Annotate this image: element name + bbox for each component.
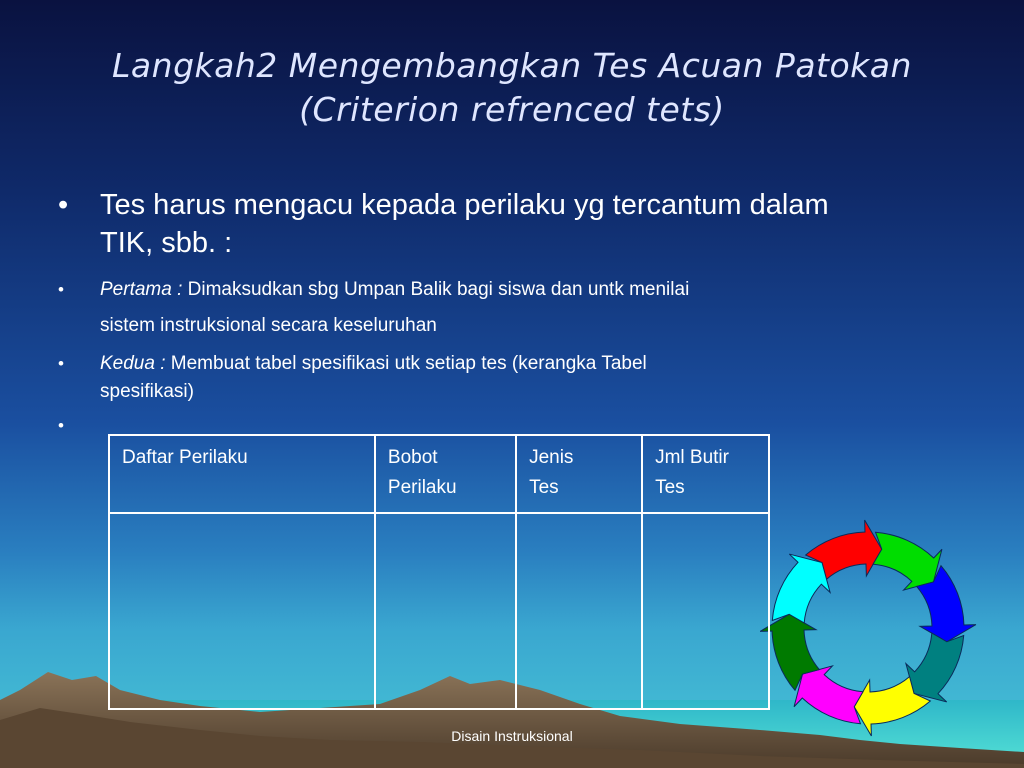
bullet-marker: • bbox=[58, 280, 64, 299]
table-cell bbox=[109, 513, 375, 709]
header-text: Perilaku bbox=[387, 477, 457, 498]
bullet-item-pertama bbox=[58, 272, 978, 344]
header-text: Bobot bbox=[387, 447, 438, 468]
specification-table bbox=[108, 434, 770, 710]
title-line-1: Langkah2 Mengembangkan Tes Acuan Patokan bbox=[112, 46, 912, 85]
bullet-text-line-2: TIK, sbb. : bbox=[100, 227, 233, 259]
header-text: Tes bbox=[529, 477, 559, 498]
header-text: Jenis bbox=[529, 447, 574, 468]
bullet-marker: • bbox=[58, 416, 64, 435]
cycle-arrow-segment bbox=[794, 666, 863, 724]
bullet-item-criterion bbox=[58, 186, 978, 262]
bullet-text-kedua: Membuat tabel spesifikasi utk setiap tes (kerangka Tabel bbox=[165, 353, 647, 374]
header-text: Tes bbox=[655, 477, 685, 498]
cycle-arrow-segment bbox=[906, 633, 964, 702]
bullet-lead-kedua: Kedua : bbox=[100, 353, 166, 374]
table-cell bbox=[642, 513, 769, 709]
bullet-text-line-1: Tes harus mengacu kepada perilaku yg tercantum dalam bbox=[100, 189, 829, 221]
header-bobot-perilaku bbox=[375, 435, 516, 513]
header-text: Jml Butir bbox=[655, 447, 729, 468]
header-daftar-perilaku bbox=[109, 435, 375, 513]
table-cell bbox=[375, 513, 516, 709]
table-row bbox=[109, 513, 769, 709]
bullet-item-kedua bbox=[58, 350, 978, 406]
bullet-text-pertama: Dimaksudkan sbg Umpan Balik bagi siswa dan untk menilai bbox=[182, 279, 690, 300]
bullet-lead-pertama: Pertama : bbox=[100, 279, 183, 300]
cycle-arrow-segment bbox=[772, 554, 830, 623]
bullet-cont-kedua: spesifikasi) bbox=[100, 381, 194, 402]
cycle-arrows-icon bbox=[760, 510, 980, 740]
bullet-marker: • bbox=[58, 354, 64, 373]
table-cell bbox=[516, 513, 642, 709]
bullet-list bbox=[58, 186, 978, 442]
slide-title bbox=[40, 44, 984, 132]
bullet-cont-pertama: sistem instruksional secara keseluruhan bbox=[100, 315, 437, 336]
header-jenis-tes bbox=[516, 435, 642, 513]
title-line-2: (Criterion refrenced tets) bbox=[299, 90, 725, 129]
slide-footer: Disain Instruksional bbox=[451, 728, 573, 744]
bullet-marker: • bbox=[58, 189, 69, 221]
cycle-arrow-segment bbox=[873, 532, 942, 590]
header-jml-butir-tes bbox=[642, 435, 769, 513]
header-text: Daftar Perilaku bbox=[122, 447, 248, 468]
table-header-row bbox=[109, 435, 769, 513]
